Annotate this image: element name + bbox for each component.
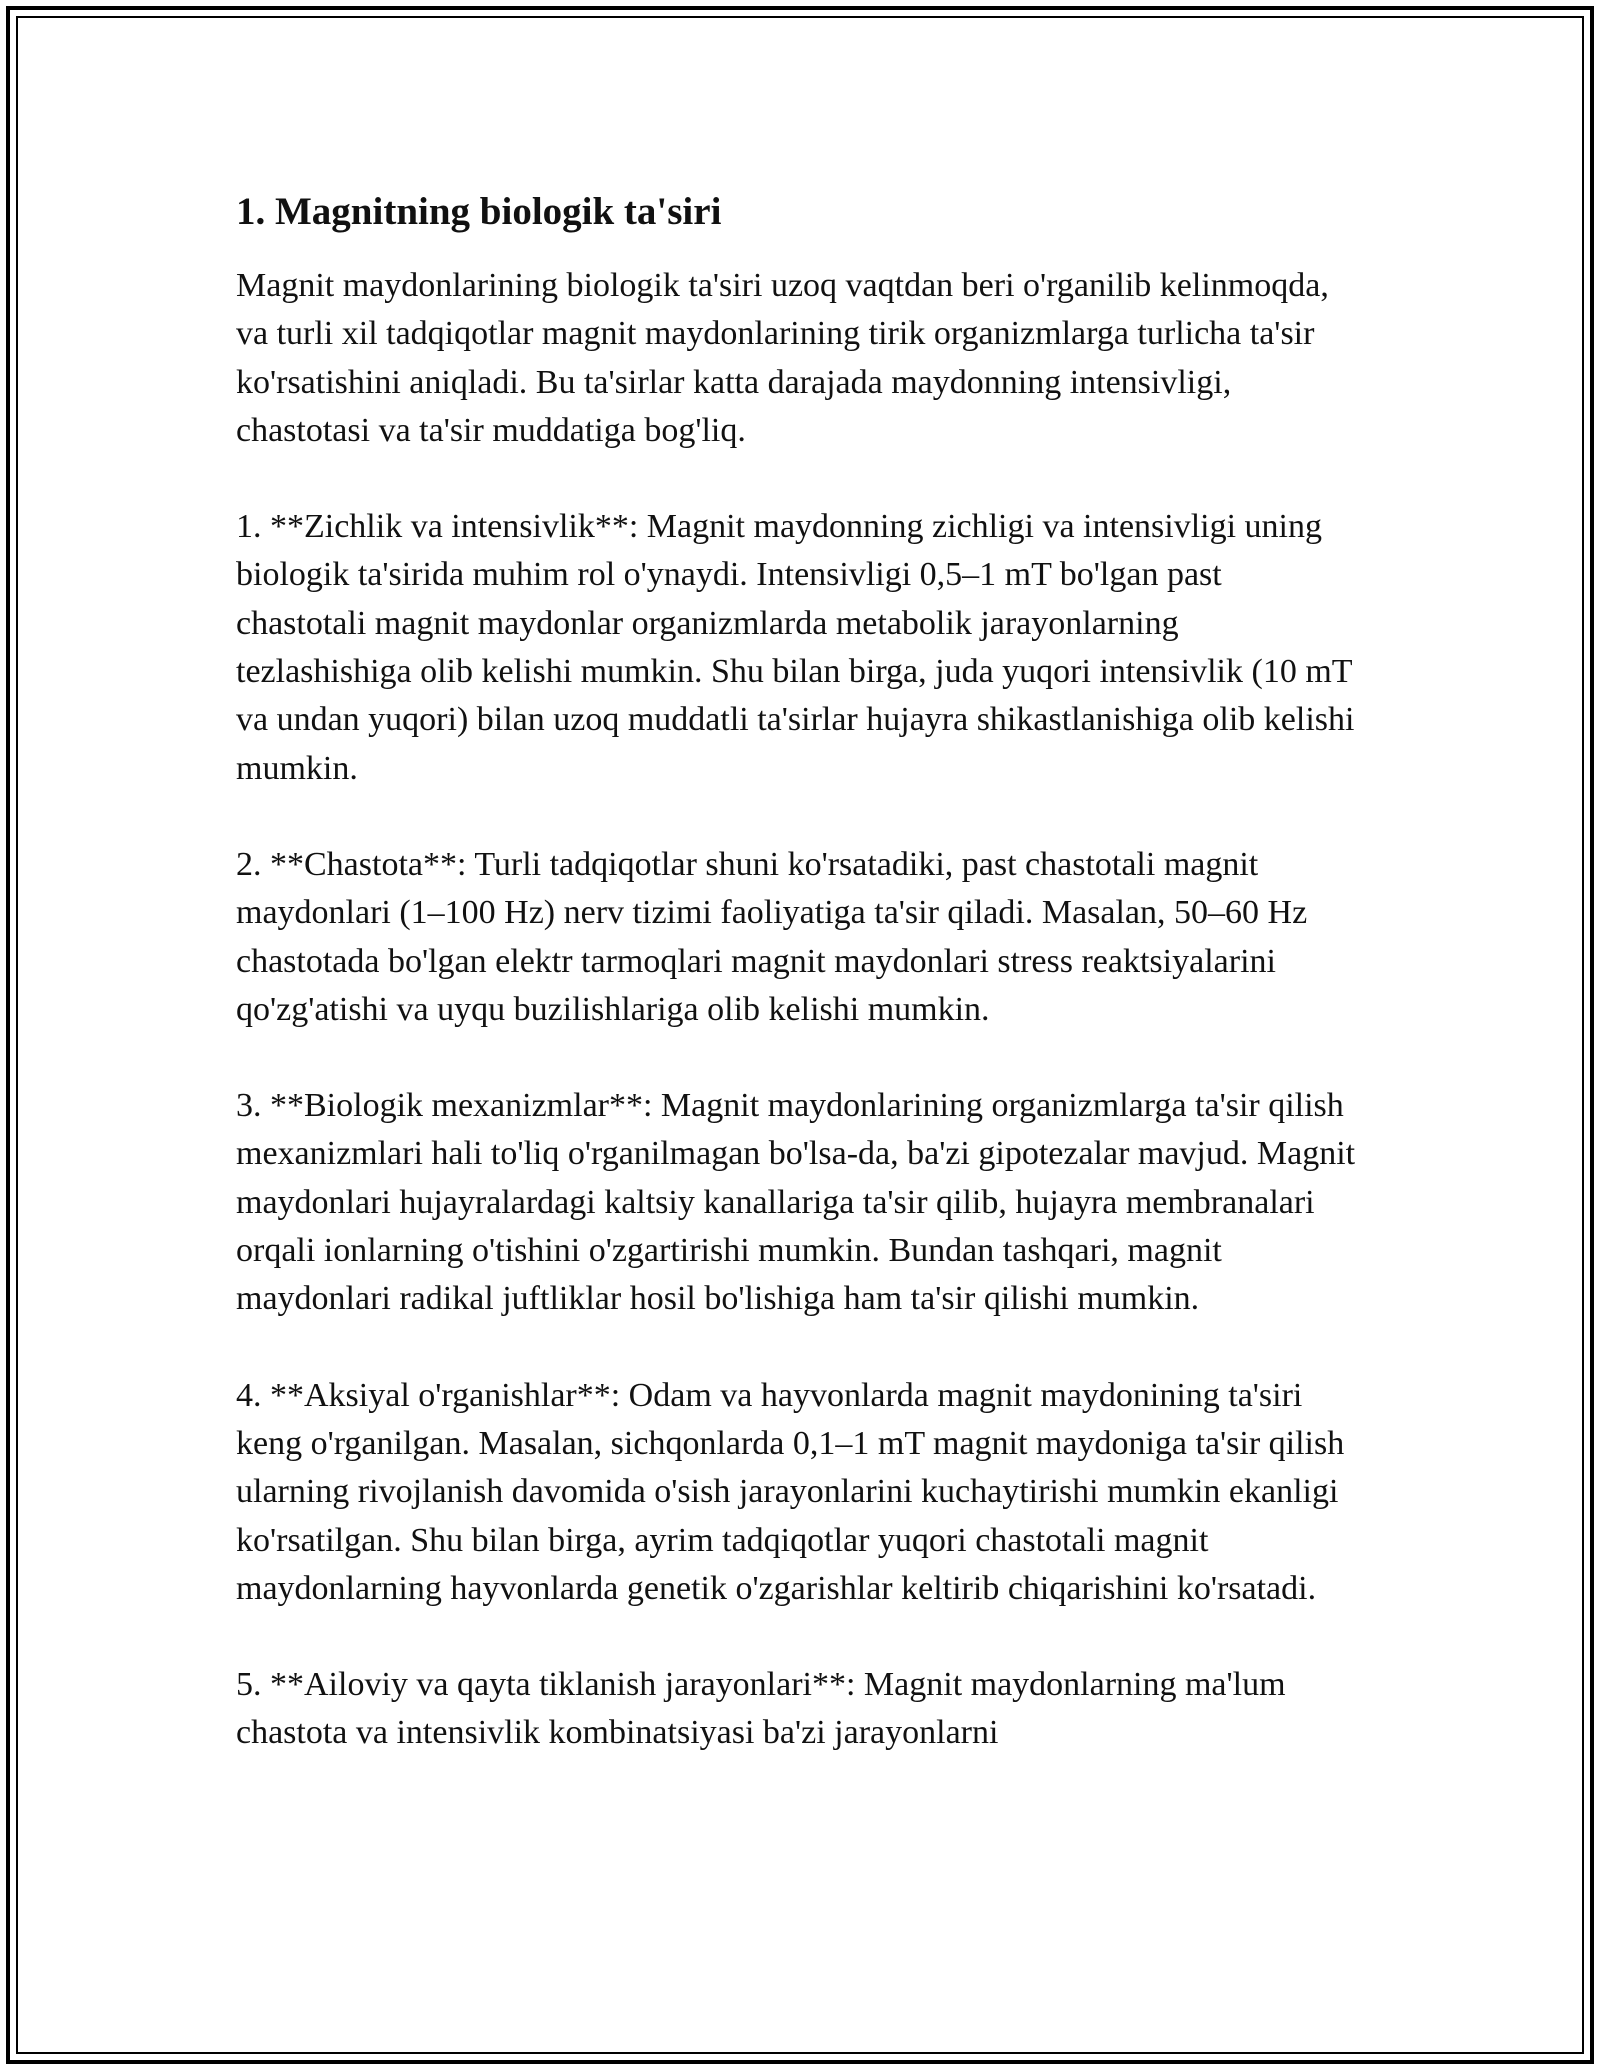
document-body — [236, 180, 1356, 1806]
list-item-frequency: 2. **Chastota**: Turli tadqiqotlar shuni ko'rsatadiki, past chastotali magnit maydonlari (1–100 Hz) nerv tizimi faoliyatiga ta'sir qiladi. Masalan, 50–60 Hz chastotada bo'lgan elektr tarmoqlari magnit maydonlari stress reaktsiyalarini qo'zg'atishi va uyqu buzilishlariga olib kelishi mumkin. — [236, 845, 1308, 1028]
list-item-recovery-processes: 5. **Ailoviy va qayta tiklanish jarayonlari**: Magnit maydonlarning ma'lum chastota va intensivlik kombinatsiyasi ba'zi jarayonlarni — [236, 1666, 1286, 1752]
list-item-biological-mechanisms: 3. **Biologik mexanizmlar**: Magnit maydonlarining organizmlarga ta'sir qilish mexanizmlari hali to'liq o'rganilmagan bo'lsa-da, ba'zi gipotezalar mavjud. Magnit maydonlari hujayralardagi kaltsiy kanallariga ta'sir qilib, hujayra membranalari orqali ionlarning o'tishini o'zgartirishi mumkin. Bundan tashqari, magnit maydonlari radikal juftliklar hosil bo'lishiga ham ta'sir qilishi mumkin. — [236, 1087, 1356, 1318]
list-item-density-intensity: 1. **Zichlik va intensivlik**: Magnit maydonning zichligi va intensivligi uning biologik ta'sirida muhim rol o'ynaydi. Intensivligi 0,5–1 mT bo'lgan past chastotali magnit maydonlar organizmlarda metabolik jarayonlarning tezlashishiga olib kelishi mumkin. Shu bilan birga, juda yuqori intensivlik (10 mT va undan yuqori) bilan uzoq muddatli ta'sirlar hujayra shikastlanishiga olib kelishi mumkin. — [236, 508, 1355, 787]
list-item-axial-studies: 4. **Aksiyal o'rganishlar**: Odam va hayvonlarda magnit maydonining ta'siri keng o'rganilgan. Masalan, sichqonlarda 0,1–1 mT magnit maydoniga ta'sir qilish ularning rivojlanish davomida o'sish jarayonlarini kuchaytirishi mumkin ekanligi ko'rsatilgan. Shu bilan birga, ayrim tadqiqotlar yuqori chastotali magnit maydonlarning hayvonlarda genetik o'zgarishlar keltirib chiqarishini ko'rsatadi. — [236, 1376, 1345, 1607]
intro-paragraph: Magnit maydonlarining biologik ta'siri uzoq vaqtdan beri o'rganilib kelinmoqda, va turli xil tadqiqotlar magnit maydonlarining tirik organizmlarga turlicha ta'sir ko'rsatishini aniqladi. Bu ta'sirlar katta darajada maydonning intensivligi, chastotasi va ta'sir muddatiga bog'liq. — [236, 267, 1329, 449]
section-heading: 1. Magnitning biologik ta'siri — [236, 190, 722, 233]
